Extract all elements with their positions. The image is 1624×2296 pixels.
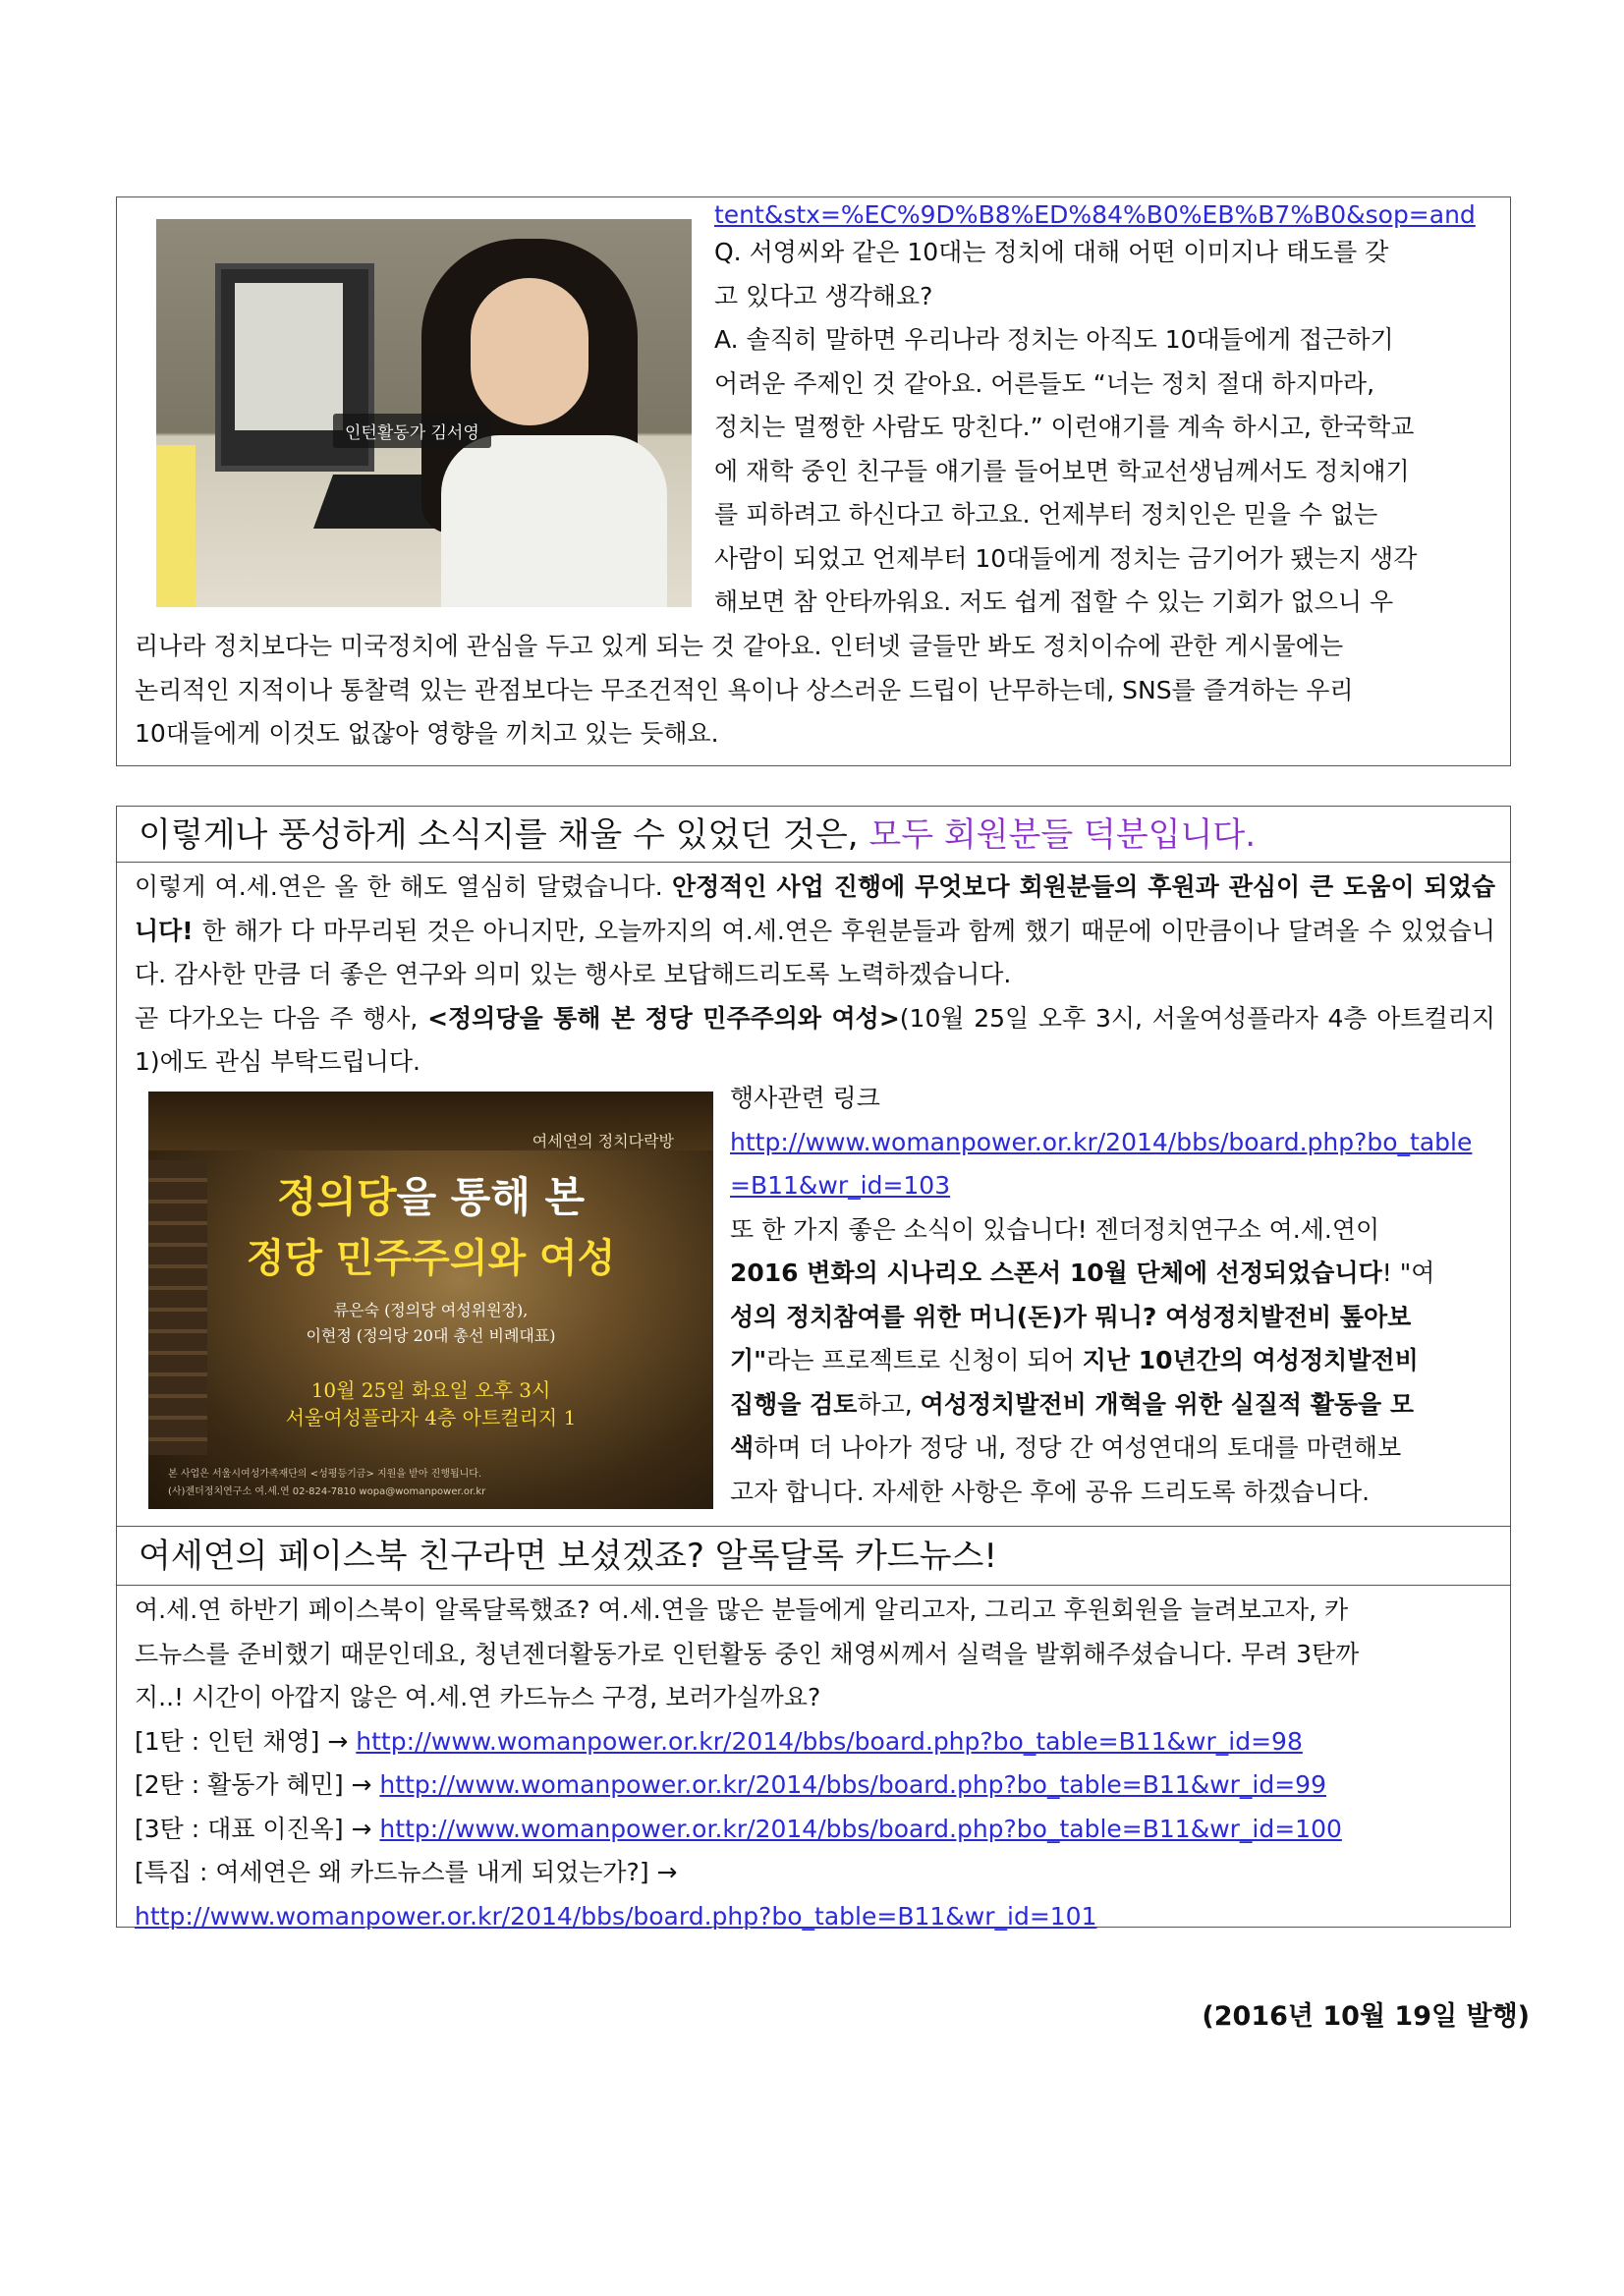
- poster-title-party: 정의당: [276, 1173, 397, 1221]
- interview-line: 를 피하려고 하신다고 하고요. 언제부터 정치인은 믿을 수 없는: [714, 500, 1378, 529]
- interview-text-right: [714, 231, 1500, 625]
- interview-line: 고 있다고 생각해요?: [714, 281, 933, 310]
- publish-date: (2016년 10월 19일 발행): [1202, 2001, 1530, 2032]
- event-url-line-1[interactable]: http://www.womanpower.or.kr/2014/bbs/board.php?bo_table: [730, 1127, 1473, 1156]
- thanks-paragraph: 이렇게 여.세.연은 올 한 해도 열심히 달렸습니다. 안정적인 사업 진행에 무엇보다 회원분들의 후원과 관심이 큰 도움이 되었습니다! 한 해가 다 마무리된 것은 아니지만, 오늘까지의 여.세.연은 후원분들과 함께 했기 때문에 이만큼이나 달려올 수 있었습니다. 감사한 만큼 더 좋은 연구와 의미 있는 행사로 보답해드리도록 노력하겠습니다.: [135, 872, 1495, 988]
- poster-speaker-1: 류은숙 (정의당 여성위원장),: [333, 1301, 529, 1319]
- cardnews-body: [135, 1589, 1500, 1938]
- event-paragraph: 곧 다가오는 다음 주 행사, <정의당을 통해 본 정당 민주주의와 여성>(10월 25일 오후 3시, 서울여성플라자 4층 아트컬리지 1)에도 관심 부탁드립니다.: [135, 1003, 1495, 1076]
- interview-line: 정치는 멀쩡한 사람도 망친다.” 이런얘기를 계속 하시고, 한국학교: [714, 413, 1415, 441]
- good-news-line: 2016 변화의 시나리오 스폰서 10월 단체에 선정되었습니다! "여: [730, 1259, 1435, 1287]
- event-right-column: [730, 1077, 1498, 1514]
- thanks-body: [135, 866, 1495, 1085]
- cardnews-links: [135, 1720, 1500, 1852]
- interview-text-full: [135, 625, 1495, 756]
- interview-line: 10대들에게 이것도 없잖아 영향을 끼치고 있는 듯해요.: [135, 719, 719, 748]
- interview-right-column: [714, 197, 1500, 625]
- card-news-label: [2탄 : 활동가 혜민] →: [135, 1770, 380, 1799]
- poster-top-label: 여세연의 정치다락방: [532, 1132, 674, 1150]
- interview-line: 에 재학 중인 친구들 얘기를 들어보면 학교선생님께서도 정치얘기: [714, 456, 1410, 485]
- event-poster: [148, 1092, 713, 1509]
- card-news-label: [1탄 : 인턴 채영] →: [135, 1726, 357, 1756]
- card-news-link[interactable]: http://www.womanpower.or.kr/2014/bbs/board.php?bo_table=B11&wr_id=99: [379, 1770, 1326, 1799]
- card-news-item: [135, 1764, 1500, 1808]
- interview-line: A. 솔직히 말하면 우리나라 정치는 아직도 10대들에게 접근하기: [714, 325, 1394, 354]
- interview-line: 논리적인 지적이나 통찰력 있는 관점보다는 무조건적인 욕이나 상스러운 드립이 난무하는데, SNS를 즐겨하는 우리: [135, 675, 1354, 704]
- cardnews-intro-line: 드뉴스를 준비했기 때문인데요, 청년젠더활동가로 인턴활동 중인 채영씨께서 실력을 발휘해주셨습니다. 무려 3탄까: [135, 1639, 1360, 1668]
- poster-date: 10월 25일 화요일 오후 3시: [310, 1378, 551, 1402]
- poster-footer-1: 본 사업은 서울시여성가족재단의 <성평등기금> 지원을 받아 진행됩니다.: [168, 1469, 482, 1480]
- poster-place: 서울여성플라자 4층 아트컬리지 1: [285, 1406, 577, 1429]
- good-news-line: 색하며 더 나아가 정당 내, 정당 간 여성연대의 토대를 마련해보: [730, 1433, 1402, 1462]
- good-news-line: 또 한 가지 좋은 소식이 있습니다! 젠더정치연구소 여.세.연이: [730, 1214, 1380, 1244]
- interview-line: 어려운 주제인 것 같아요. 어른들도 “너는 정치 절대 하지마라,: [714, 368, 1375, 398]
- cardnews-intro: [135, 1589, 1500, 1720]
- good-news-text: [730, 1208, 1498, 1515]
- thanks-heading-accent: 모두 회원분들 덕분입니다.: [868, 815, 1257, 855]
- good-news-line: 고자 합니다. 자세한 사항은 후에 공유 드리도록 하겠습니다.: [730, 1477, 1371, 1506]
- card-news-item: [135, 1720, 1500, 1764]
- cardnews-intro-line: 지..! 시간이 아깝지 않은 여.세.연 카드뉴스 구경, 보러가실까요?: [135, 1683, 821, 1711]
- special-url[interactable]: http://www.womanpower.or.kr/2014/bbs/board.php?bo_table=B11&wr_id=101: [135, 1901, 1097, 1931]
- interview-line: 사람이 되었고 언제부터 10대들에게 정치는 금기어가 됐는지 생각: [714, 543, 1418, 573]
- poster-title-via: 을 통해 본: [396, 1173, 586, 1221]
- good-news-line: 성의 정치참여를 위한 머니(돈)가 뭐니? 여성정치발전비 톺아보: [730, 1302, 1412, 1331]
- interview-section: [116, 196, 1511, 766]
- cardnews-heading: 여세연의 페이스북 친구라면 보셨겠죠? 알록달록 카드뉴스!: [139, 1537, 997, 1576]
- event-url-line-2[interactable]: =B11&wr_id=103: [730, 1171, 951, 1200]
- poster-title-2: 정당 민주주의와 여성: [246, 1235, 616, 1281]
- card-news-item: [135, 1808, 1500, 1852]
- interview-line: Q. 서영씨와 같은 10대는 정치에 대해 어떤 이미지나 태도를 갖: [714, 238, 1389, 266]
- poster-speaker-2: 이현정 (정의당 20대 총선 비례대표): [306, 1326, 556, 1345]
- interview-url-link[interactable]: tent&stx=%EC%9D%B8%ED%84%B0%EB%B7%B0&sop=and: [714, 200, 1476, 229]
- interview-line: 리나라 정치보다는 미국정치에 관심을 두고 있게 되는 것 같아요. 인터넷 글들만 봐도 정치이슈에 관한 게시물에는: [135, 632, 1344, 660]
- special-label: [특집 : 여세연은 왜 카드뉴스를 내게 되었는가?] →: [135, 1858, 678, 1886]
- good-news-line: 기"라는 프로젝트로 신청이 되어 지난 10년간의 여성정치발전비: [730, 1346, 1419, 1374]
- card-news-label: [3탄 : 대표 이진옥] →: [135, 1814, 380, 1843]
- photo-caption: 인턴활동가 김서영: [333, 414, 491, 448]
- intern-photo: [156, 219, 692, 607]
- thanks-heading: 이렇게나 풍성하게 소식지를 채울 수 있었던 것은, 모두 회원분들 덕분입니다.: [139, 815, 1257, 855]
- cardnews-intro-line: 여.세.연 하반기 페이스북이 알록달록했죠? 여.세.연을 많은 분들에게 알리고자, 그리고 후원회원을 늘려보고자, 카: [135, 1596, 1349, 1624]
- thanks-section: [116, 806, 1511, 1931]
- card-news-link[interactable]: http://www.womanpower.or.kr/2014/bbs/board.php?bo_table=B11&wr_id=98: [356, 1726, 1303, 1756]
- card-news-link[interactable]: http://www.womanpower.or.kr/2014/bbs/board.php?bo_table=B11&wr_id=100: [379, 1814, 1342, 1843]
- good-news-line: 집행을 검토하고, 여성정치발전비 개혁을 위한 실질적 활동을 모: [730, 1389, 1415, 1419]
- event-link-label: 행사관련 링크: [730, 1084, 880, 1112]
- poster-footer-2: (사)젠더정치연구소 여.세.연 02-824-7810 wopa@womanpower.or.kr: [168, 1486, 486, 1497]
- interview-line: 해보면 참 안타까워요. 저도 쉽게 접할 수 있는 기회가 없으니 우: [714, 588, 1394, 616]
